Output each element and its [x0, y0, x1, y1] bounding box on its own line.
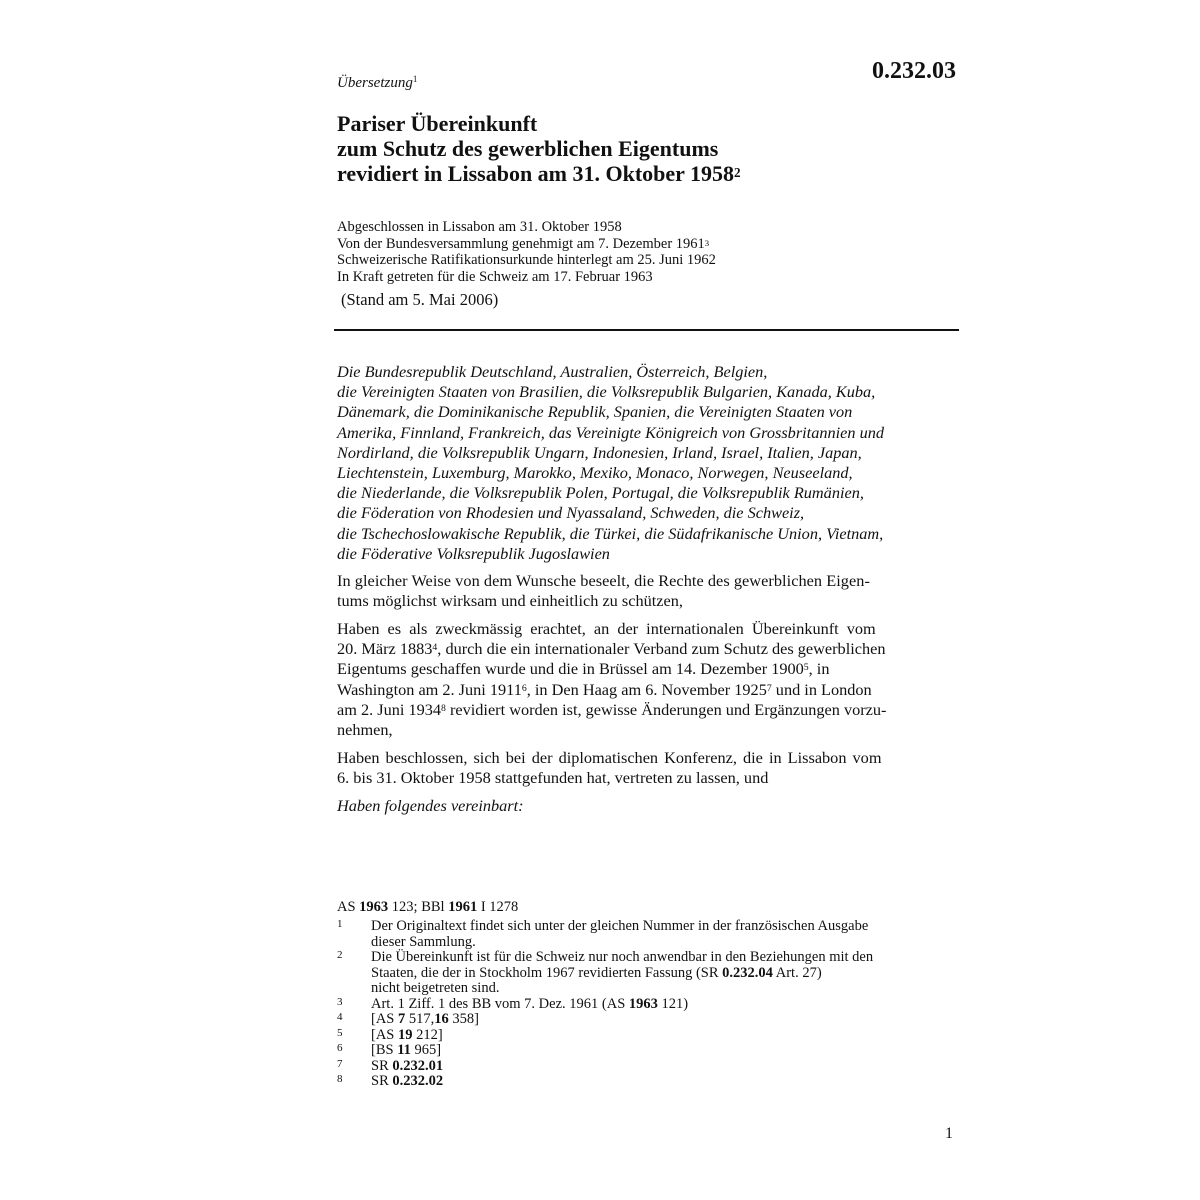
footnote-5: [337, 1028, 957, 1044]
footnote-ref-4: 4: [432, 642, 438, 654]
parties-line: die Vereinigten Staaten von Brasilien, die Volksrepublik Bulgarien, Kanada, Kuba,: [337, 382, 876, 402]
footnote-2-line-2: [371, 966, 957, 982]
parties-line: Liechtenstein, Luxemburg, Marokko, Mexiko, Monaco, Norwegen, Neuseeland,: [337, 463, 853, 483]
meta-approved: [337, 236, 957, 253]
footnote-4-a: [AS: [371, 1011, 398, 1027]
preamble-2-line-4b: , in Den Haag am 6. November 1925: [526, 679, 767, 699]
parties-line: die Föderative Volksrepublik Jugoslawien: [337, 543, 610, 563]
title-line-2: zum Schutz des gewerblichen Eigentums: [337, 136, 719, 161]
preamble-2-line-3a: Eigentums geschaffen wurde und die in Brüssel am 14. Dezember 1900: [337, 659, 804, 679]
footnote-3-b: 1963: [628, 995, 658, 1012]
status-date: (Stand am 5. Mai 2006): [341, 290, 499, 309]
sr-number: 0.232.03: [872, 58, 956, 84]
parties-line: Nordirland, die Volksrepublik Ungarn, Indonesien, Irland, Israel, Italien, Japan,: [337, 442, 862, 462]
footnote-3: [337, 997, 957, 1013]
preamble-2-line-2a: 20. März 1883: [337, 639, 433, 659]
preamble-paragraph-2: [337, 619, 957, 740]
footnote-ref-6: 6: [521, 682, 527, 694]
footnote-7-b: 0.232.01: [392, 1057, 444, 1074]
preamble-2-line-5a: am 2. Juni 1934: [337, 699, 442, 719]
footnote-6: [337, 1043, 957, 1059]
footnote-3-c: 121): [657, 995, 689, 1012]
footnote-6-b: 11: [397, 1042, 411, 1058]
source-reference: [337, 899, 518, 916]
footnote-8-a: SR: [371, 1073, 393, 1089]
footnote-3-a: Art. 1 Ziff. 1 des BB vom 7. Dez. 1961 (AS: [371, 995, 629, 1012]
footnote-1: [337, 919, 957, 950]
source-as-rest: 123; BBl: [388, 899, 449, 915]
footnote-ref-7: 7: [766, 682, 772, 694]
meta-in-force: In Kraft getreten für die Schweiz am 17. Februar 1963: [337, 268, 653, 285]
footnote-2: [337, 950, 957, 997]
footnote-2-line-2a: Staaten, die der in Stockholm 1967 revidierten Fassung (SR: [371, 964, 723, 981]
footnote-3-text: [371, 997, 957, 1013]
footnote-2-line-1: Die Übereinkunft ist für die Schweiz nur noch anwendbar in den Beziehungen mit den: [371, 949, 874, 965]
footnote-7: [337, 1059, 957, 1075]
preamble-2-line-5: [337, 700, 957, 720]
preamble-1-line-1: In gleicher Weise von dem Wunsche beseelt, die Rechte des gewerblichen Eigen-: [337, 571, 870, 590]
source-bbl-year: 1961: [448, 899, 478, 915]
parties-line: die Niederlande, die Volksrepublik Polen, Portugal, die Volksrepublik Rumänien,: [337, 483, 864, 503]
preamble-2-line-4c: und in London: [771, 679, 872, 699]
footnote-number: 4: [337, 1011, 343, 1023]
meta-ratification: Schweizerische Ratifikationsurkunde hinterlegt am 25. Juni 1962: [337, 252, 716, 268]
preamble-2-line-2: [337, 639, 957, 659]
preamble-3-line-1: Haben beschlossen, sich bei der diplomatischen Konferenz, die in Lissabon vom: [337, 748, 882, 767]
title-line-3: [337, 161, 957, 186]
preamble-2-line-2b: , durch die ein internationaler Verband zum Schutz des gewerblichen: [437, 639, 886, 659]
footnote-ref-1: 1: [412, 74, 418, 84]
footnote-2-sr-number: 0.232.04: [722, 964, 773, 981]
footnote-4-b: 7: [398, 1011, 406, 1027]
footnotes: [337, 919, 957, 1090]
source-as-label: AS: [337, 899, 360, 915]
preamble-2-line-3: [337, 659, 957, 679]
footnote-6-c: 965]: [410, 1042, 442, 1058]
footnote-8-text: [371, 1074, 957, 1090]
footnote-7-text: [371, 1059, 957, 1075]
footnote-5-c: 212]: [412, 1026, 443, 1043]
header-divider: [334, 329, 959, 331]
parties-line: Die Bundesrepublik Deutschland, Australien, Österreich, Belgien,: [337, 362, 768, 381]
footnote-4-text: [371, 1012, 957, 1028]
meta-concluded: Abgeschlossen in Lissabon am 31. Oktober 1958: [337, 219, 622, 235]
footnote-2-line-2c: Art. 27): [772, 964, 822, 981]
footnote-5-a: [AS: [371, 1026, 398, 1043]
footnote-ref-3: 3: [704, 237, 710, 248]
footnote-ref-2: 2: [734, 165, 741, 180]
footnote-number: 3: [337, 995, 343, 1008]
footnote-1-line-2: dieser Sammlung.: [371, 933, 476, 950]
preamble-2-line-1: Haben es als zweckmässig erachtet, an der internationalen Übereinkunft vom: [337, 619, 876, 638]
footnote-4-e: 358]: [448, 1011, 479, 1027]
footnote-8-b: 0.232.02: [392, 1073, 444, 1089]
preamble-paragraph-1: [337, 571, 957, 611]
footnote-number: 7: [337, 1057, 343, 1070]
footnote-1-line-1: Der Originaltext findet sich unter der gleichen Nummer in der französischen Ausgabe: [371, 918, 869, 934]
footnote-4: [337, 1012, 957, 1028]
footnote-number: 8: [337, 1073, 343, 1085]
translation-label: [337, 75, 417, 92]
parties-line: Amerika, Finnland, Frankreich, das Vereinigte Königreich von Grossbritannien und: [337, 422, 885, 442]
footnote-6-text: [371, 1043, 957, 1059]
footnote-ref-8: 8: [441, 702, 446, 714]
parties-list: [337, 362, 962, 564]
meta-approved-text: Von der Bundesversammlung genehmigt am 7. Dezember 1961: [337, 235, 705, 252]
footnote-8: [337, 1074, 957, 1090]
source-as-year: 1963: [359, 899, 389, 915]
source-bbl-rest: I 1278: [477, 899, 519, 915]
page-number: 1: [945, 1125, 953, 1142]
parties-line: die Föderation von Rhodesien und Nyassaland, Schweden, die Schweiz,: [337, 503, 805, 523]
preamble-2-line-5b: revidiert worden ist, gewisse Änderungen und Ergänzungen vorzu-: [445, 699, 887, 719]
footnote-4-d: 16: [434, 1011, 449, 1027]
document-title: [337, 111, 957, 186]
footnote-ref-5: 5: [803, 662, 809, 674]
footnote-4-c: 517,: [405, 1011, 435, 1027]
footnote-number: 5: [337, 1026, 343, 1039]
footnote-number: 1: [337, 918, 343, 930]
preamble-2-line-4a: Washington am 2. Juni 1911: [337, 679, 522, 699]
preamble-2-line-6: nehmen,: [337, 720, 393, 740]
title-line-3-text: revidiert in Lissabon am 31. Oktober 1958: [337, 161, 735, 186]
document-metadata: [337, 219, 957, 285]
footnote-6-a: [BS: [371, 1042, 398, 1058]
preamble-2-line-4: [337, 680, 957, 700]
footnote-number: 2: [337, 949, 343, 961]
parties-line: Dänemark, die Dominikanische Republik, Spanien, die Vereinigten Staaten von: [337, 402, 853, 422]
agreement-clause: Haben folgendes vereinbart:: [337, 796, 524, 815]
footnote-number: 6: [337, 1042, 343, 1054]
footnote-5-text: [371, 1028, 957, 1044]
preamble-2-line-3b: , in: [808, 659, 830, 679]
preamble-3-line-2: 6. bis 31. Oktober 1958 stattgefunden hat, vertreten zu lassen, und: [337, 768, 769, 788]
preamble-paragraph-3: [337, 748, 957, 788]
title-line-1: Pariser Übereinkunft: [337, 111, 538, 136]
parties-line: die Tschechoslowakische Republik, die Türkei, die Südafrikanische Union, Vietnam,: [337, 523, 884, 543]
footnote-2-line-3: nicht beigetreten sind.: [371, 980, 500, 996]
translation-label-text: Übersetzung: [337, 75, 413, 91]
footnote-5-b: 19: [398, 1026, 413, 1043]
footnote-7-a: SR: [371, 1057, 393, 1074]
preamble-1-line-2: tums möglichst wirksam und einheitlich zu schützen,: [337, 591, 683, 611]
